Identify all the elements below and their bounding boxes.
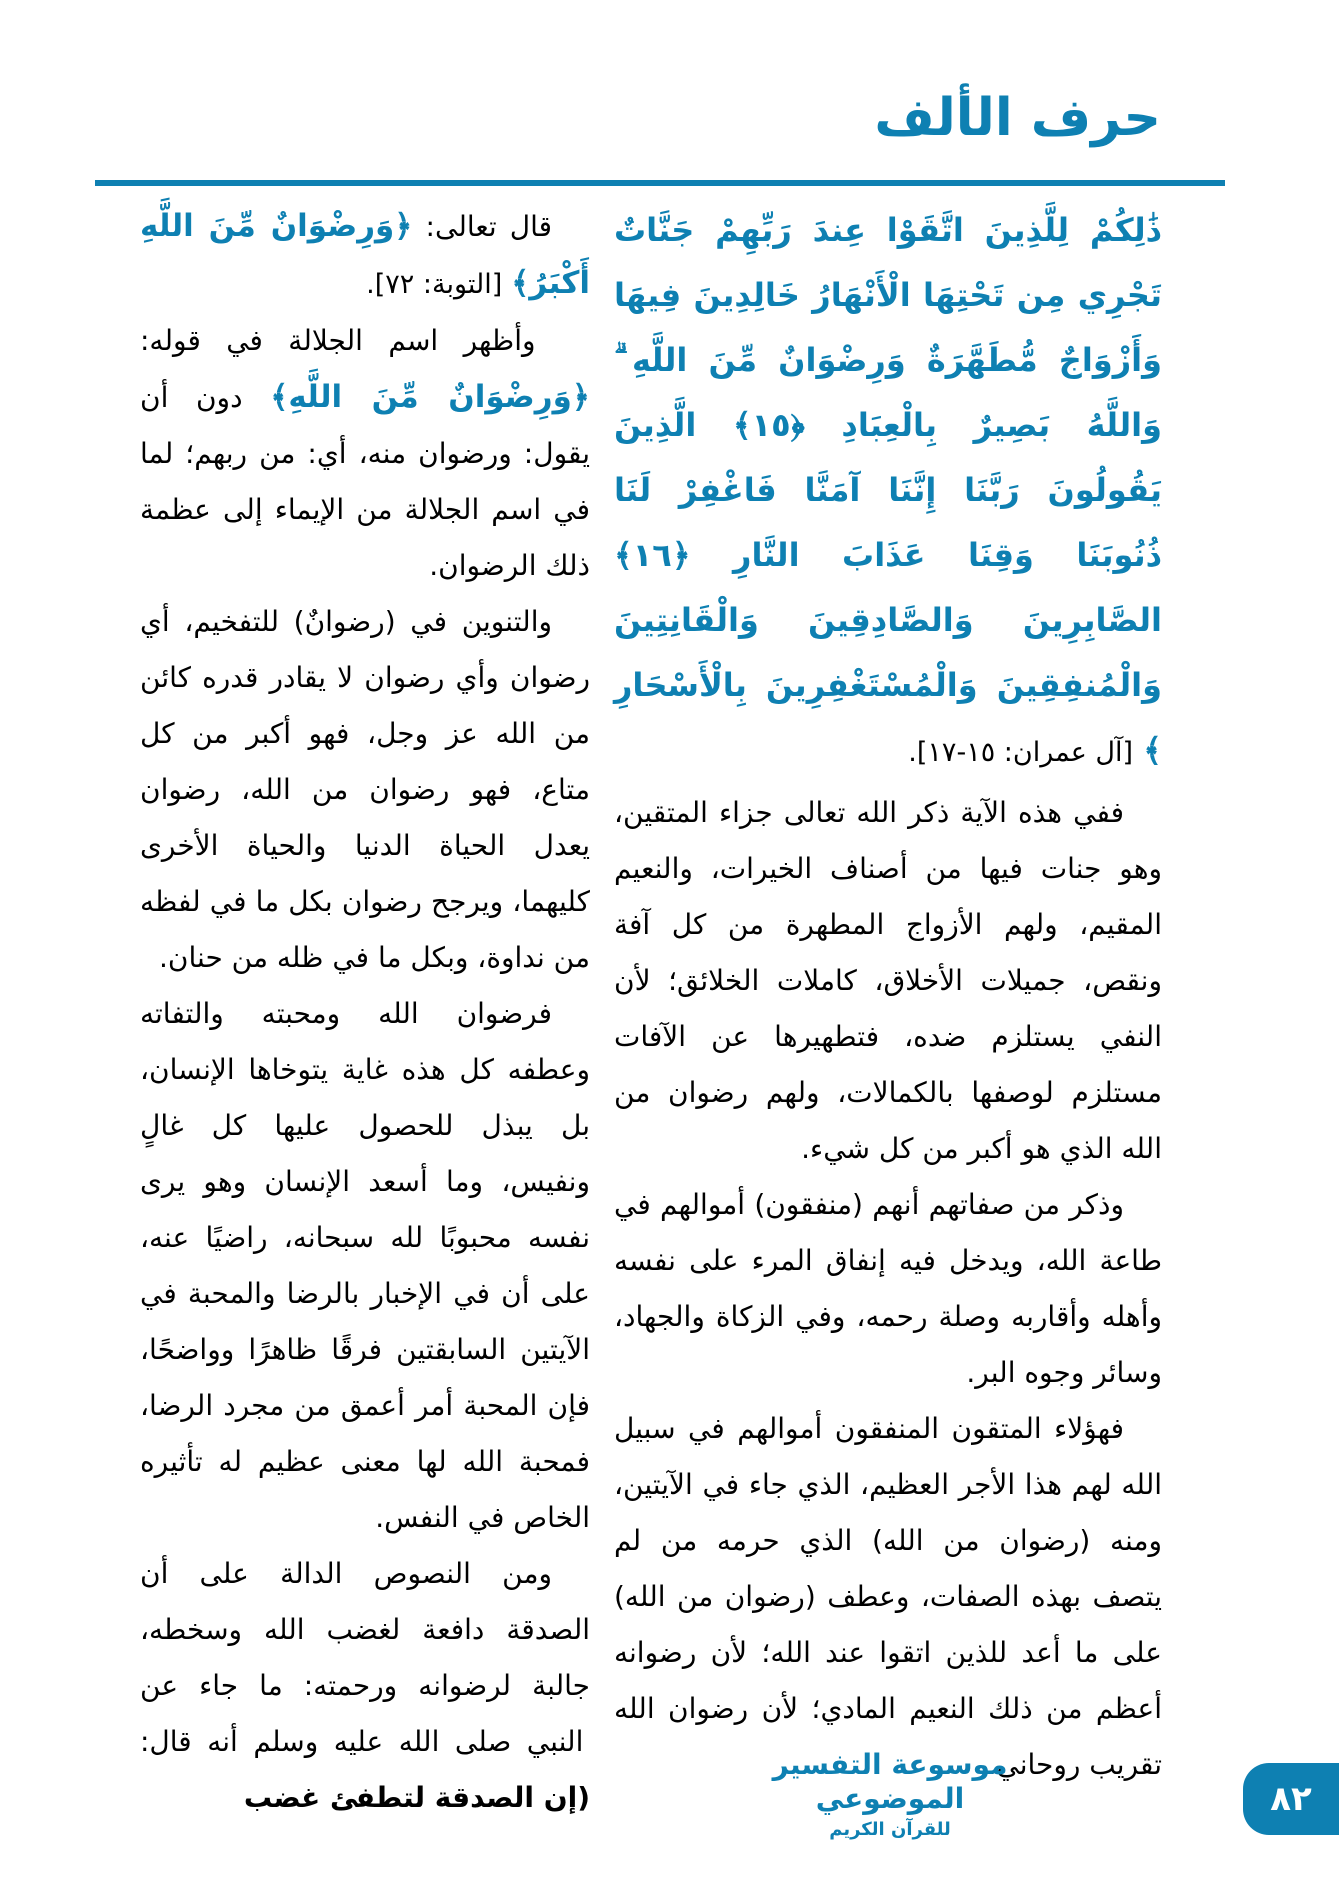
quran-quote-inline: ﴿وَرِضْوَانٌ مِّنَ اللَّهِ﴾ bbox=[270, 379, 591, 415]
paragraph-sadaqa bbox=[140, 1546, 590, 1826]
publisher-logo-line1: موسوعة التفسير الموضوعي bbox=[772, 1748, 1008, 1815]
quran-quote-inline: ﴿وَرِضْوَانٌ مِّنَ اللَّهِ أَكْبَرُ﴾ bbox=[140, 208, 590, 301]
paragraph-tafsir-1: ففي هذه الآية ذكر الله تعالى جزاء المتقين، وهو جنات فيها من أصناف الخيرات، والنعيم المقيم، ولهم الأزواج المطهرة من كل آفة ونقص، جميلات الأخلاق، كاملات الخلائق؛ لأن النفي يستلزم ضده، فتطهيرها عن الآفات مستلزم لوصفها بالكمالات، ولهم رضوان من الله الذي هو أكبر من كل شيء. bbox=[614, 796, 1162, 1165]
page-number-badge: ٨٢ bbox=[1243, 1763, 1339, 1835]
header-divider bbox=[95, 180, 1225, 186]
paragraph-intro: وأظهر اسم الجلالة في قوله: bbox=[140, 324, 536, 357]
publisher-logo bbox=[770, 1748, 1010, 1841]
paragraph-tanween: والتنوين في (رضوانٌ) للتفخيم، أي رضوان وأي رضوان لا يقادر قدره كائن من الله عز وجل، فهو أكبر من كل متاع، فهو رضوان من الله، رضوان يعدل الحياة الدنيا والحياة الأخرى كليهما، ويرجح رضوان بكل ما في لفظه من نداوة، وبكل ما في ظله من حنان. bbox=[140, 605, 590, 974]
paragraph-tafsir-3: فهؤلاء المتقون المنفقون أموالهم في سبيل الله لهم هذا الأجر العظيم، الذي جاء في الآيتين، ومنه (رضوان من الله) الذي حرمه من لم يتصف بهذه الصفات، وعطف (رضوان من الله) على ما أعد للذين اتقوا عند الله؛ لأن رضوانه أعظم من ذلك النعيم المادي؛ لأن رضوان الله تقريب روحاني. bbox=[614, 1412, 1162, 1781]
paragraph-intro: قال تعالى: bbox=[412, 210, 552, 243]
two-column-layout bbox=[140, 198, 1162, 1826]
section-heading: حرف الألف bbox=[874, 88, 1161, 148]
column-right bbox=[614, 198, 1162, 1826]
publisher-logo-line2: للقرآن الكريم bbox=[829, 1819, 951, 1841]
paragraph-ridwan-mahabba: فرضوان الله ومحبته والتفاته وعطفه كل هذه غاية يتوخاها الإنسان، بل يبذل للحصول عليها كل غالٍ ونفيس، وما أسعد الإنسان وهو يرى نفسه محبوبًا لله سبحانه، راضيًا عنه، على أن في الإخبار بالرضا والمحبة في الآيتين السابقتين فرقًا ظاهرًا وواضحًا، فإن المحبة أمر أعمق من مجرد الرضا، فمحبة الله لها معنى عظيم له تأثيره الخاص في النفس. bbox=[140, 997, 590, 1534]
hadith-bold-text: (إن الصدقة لتطفئ غضب bbox=[243, 1781, 590, 1814]
paragraph-tafsir-2: وذكر من صفاتهم أنهم (منفقون) أموالهم في طاعة الله، ويدخل فيه إنفاق المرء على نفسه وأهله وأقاربه وصلة رحمه، وفي الزكاة والجهاد، وسائر وجوه البر. bbox=[614, 1188, 1162, 1389]
quran-verse-text: ذَٰلِكُمْ لِلَّذِينَ اتَّقَوْا عِندَ رَبِّهِمْ جَنَّاتٌ تَجْرِي مِن تَحْتِهَا الْأَنْهَارُ خَالِدِينَ فِيهَا وَأَزْوَاجٌ مُّطَهَّرَةٌ وَرِضْوَانٌ مِّنَ اللَّهِ ۗ وَاللَّهُ بَصِيرٌ بِالْعِبَادِ ﴿١٥﴾ الَّذِينَ يَقُولُونَ رَبَّنَا إِنَّنَا آمَنَّا فَاغْفِرْ لَنَا ذُنُوبَنَا وَقِنَا عَذَابَ النَّارِ ﴿١٦﴾ الصَّابِرِينَ وَالصَّادِقِينَ وَالْقَانِتِينَ وَالْمُنفِقِينَ وَالْمُسْتَغْفِرِينَ بِالْأَسْحَارِ ﴾ bbox=[614, 211, 1162, 769]
paragraph-rest: دون أن يقول: ورضوان منه، أي: من ربهم؛ لما في اسم الجلالة من الإيماء إلى عظمة ذلك الرضوان. bbox=[140, 381, 590, 582]
verse-citation: [آل عمران: ١٥-١٧]. bbox=[908, 737, 1134, 768]
paragraph-intro: ومن النصوص الدالة على أن الصدقة دافعة لغضب الله وسخطه، جالبة لرضوانه ورحمته: ما جاء عن النبي صلى الله عليه وسلم أنه قال: bbox=[140, 1557, 590, 1758]
ayah-citation: [التوبة: ٧٢]. bbox=[366, 269, 503, 300]
column-left bbox=[140, 198, 590, 1826]
paragraph-lafz-jalala bbox=[140, 313, 590, 594]
paragraph-ayah-tawbah bbox=[140, 198, 590, 313]
quran-verse-aal-imran bbox=[614, 198, 1162, 785]
